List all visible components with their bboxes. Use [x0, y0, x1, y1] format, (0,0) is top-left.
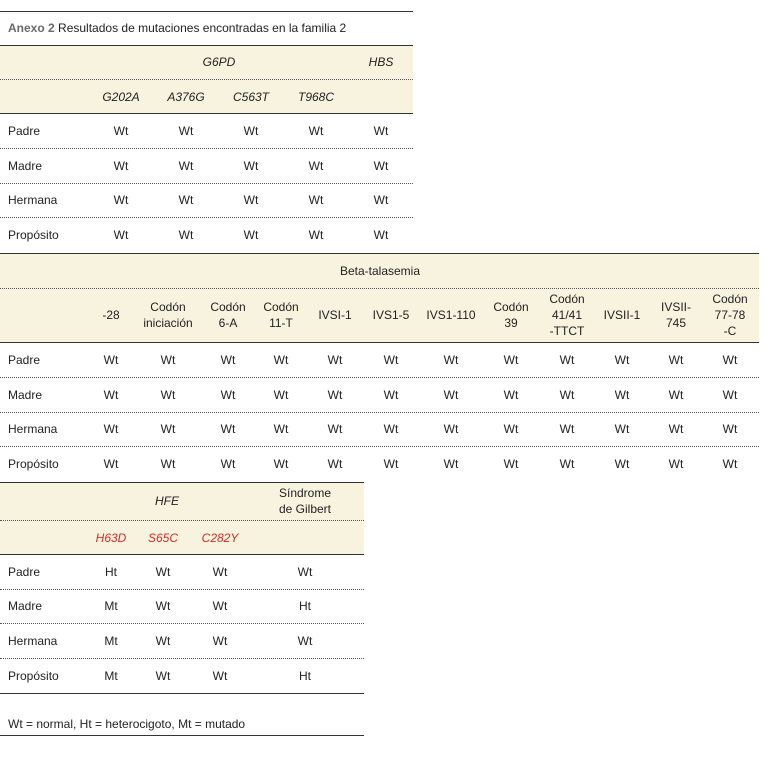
column-header-line: IVS1-110 [426, 308, 476, 322]
row-label: Padre [8, 124, 41, 138]
column-header-line: Codón [493, 300, 529, 314]
table-cell: Wt [155, 669, 171, 683]
table-cell: Wt [559, 353, 575, 367]
column-header: G202A [102, 90, 140, 104]
row-divider [0, 412, 759, 413]
table-cell: Wt [443, 353, 459, 367]
table-cell: Wt [373, 193, 389, 207]
top-rule [0, 11, 413, 12]
column-header-line: Codón [150, 300, 186, 314]
table-cell: Wt [160, 457, 176, 471]
column-header [143, 299, 192, 331]
table-cell: Mt [104, 669, 118, 683]
table-cell: Wt [220, 422, 236, 436]
table-caption [8, 20, 346, 36]
row-label: Madre [8, 159, 43, 173]
table-cell: Wt [614, 388, 630, 402]
table-cell: Wt [297, 634, 313, 648]
column-header: T968C [297, 90, 335, 104]
table-cell: Wt [243, 159, 259, 173]
table-cell: Wt [103, 422, 119, 436]
rule [0, 45, 413, 46]
table-cell: Wt [155, 599, 171, 613]
column-header [318, 307, 351, 323]
column-header-line: 39 [504, 316, 518, 330]
column-header [549, 291, 584, 339]
table-cell: Wt [103, 388, 119, 402]
rule [0, 253, 759, 254]
rule [0, 79, 413, 80]
group-header-hbs: HBS [368, 55, 394, 69]
table-cell: Wt [160, 388, 176, 402]
table-cell: Wt [243, 124, 259, 138]
table-cell: Wt [443, 388, 459, 402]
table-cell: Wt [503, 388, 519, 402]
caption-text: Resultados de mutaciones encontradas en la familia 2 [58, 21, 347, 35]
column-header-line: IVS1-5 [372, 308, 410, 322]
table-cell: Wt [308, 124, 324, 138]
table-cell: Mt [104, 634, 118, 648]
table-cell: Wt [373, 124, 389, 138]
column-header-line: IVSII- [660, 300, 692, 314]
table-cell: Wt [113, 193, 129, 207]
row-label: Madre [8, 599, 43, 613]
row-label: Hermana [8, 193, 58, 207]
table-cell: Wt [212, 565, 228, 579]
table-cell: Wt [722, 353, 738, 367]
table-cell: Ht [105, 565, 117, 579]
column-header-line: 77-78 [714, 308, 746, 322]
column-header-line: 11-T [269, 316, 293, 330]
table-cell: Wt [155, 565, 171, 579]
bottom-rule [0, 735, 364, 736]
column-header [210, 299, 245, 331]
table-cell: Wt [722, 422, 738, 436]
column-header-line: iniciación [143, 316, 193, 330]
column-header-mutation: C282Y [201, 531, 239, 545]
column-header-line: -C [723, 324, 737, 338]
group-header-gilbert [279, 485, 331, 517]
row-divider [0, 623, 364, 624]
table-cell: Ht [299, 669, 311, 683]
table-cell: Wt [243, 228, 259, 242]
table-cell: Wt [243, 193, 259, 207]
row-divider [0, 589, 364, 590]
group-header-g6pd: G6PD [202, 55, 236, 69]
table-cell: Wt [220, 388, 236, 402]
table-cell: Wt [178, 193, 194, 207]
column-header-line: 6-A [218, 316, 238, 330]
table-cell: Wt [614, 353, 630, 367]
table-cell: Wt [327, 353, 343, 367]
table-cell: Wt [178, 124, 194, 138]
table-cell: Wt [503, 353, 519, 367]
column-header-mutation: S65C [147, 531, 179, 545]
column-header-line: -TTCT [549, 324, 585, 338]
table-cell: Wt [722, 388, 738, 402]
column-header: A376G [167, 90, 205, 104]
table-cell: Wt [383, 457, 399, 471]
table-cell: Wt [383, 353, 399, 367]
row-label: Hermana [8, 634, 58, 648]
row-label: Padre [8, 565, 41, 579]
column-header-line: 41/41 [551, 308, 583, 322]
row-label: Madre [8, 388, 43, 402]
column-header-line: IVSII-1 [603, 308, 641, 322]
table-cell: Wt [503, 457, 519, 471]
rule [0, 288, 759, 289]
table-cell: Wt [559, 388, 575, 402]
table-cell: Wt [443, 422, 459, 436]
gilbert-line: Síndrome [278, 486, 332, 500]
column-header-line: Codón [549, 292, 585, 306]
table-cell: Wt [443, 457, 459, 471]
rule [0, 520, 364, 521]
row-label: Padre [8, 353, 41, 367]
table-cell: Wt [212, 669, 228, 683]
column-header: C563T [232, 90, 270, 104]
column-header [263, 299, 298, 331]
footnote: Wt = normal, Ht = heterocigoto, Mt = mutado [8, 717, 246, 731]
column-header [373, 307, 410, 323]
gilbert-line: de Gilbert [278, 502, 332, 516]
table-cell: Mt [104, 599, 118, 613]
column-header [712, 291, 747, 339]
column-header [604, 307, 641, 323]
column-header-line: 745 [665, 316, 687, 330]
rule [0, 554, 364, 555]
table-cell: Wt [155, 634, 171, 648]
table-cell: Wt [327, 457, 343, 471]
table-cell: Wt [273, 353, 289, 367]
caption-label: Anexo 2 [8, 21, 55, 35]
table-cell: Wt [178, 159, 194, 173]
row-divider [0, 217, 413, 218]
column-header [426, 307, 475, 323]
table-cell: Wt [113, 228, 129, 242]
table-cell: Wt [220, 353, 236, 367]
table-cell: Wt [113, 124, 129, 138]
row-label: Propósito [8, 669, 59, 683]
row-divider [0, 148, 413, 149]
row-divider [0, 183, 413, 184]
column-header-line: -28 [102, 308, 120, 322]
table-cell: Wt [668, 457, 684, 471]
column-header [661, 299, 691, 331]
rule [0, 342, 759, 343]
column-header-line: Codón [210, 300, 246, 314]
table-cell: Wt [614, 422, 630, 436]
column-header-line: Codón [712, 292, 748, 306]
table-cell: Wt [327, 388, 343, 402]
table-cell: Wt [383, 422, 399, 436]
table-cell: Wt [559, 457, 575, 471]
row-divider [0, 658, 364, 659]
table-cell: Wt [103, 353, 119, 367]
table-cell: Wt [113, 159, 129, 173]
table-cell: Wt [160, 422, 176, 436]
column-header [493, 299, 528, 331]
row-label: Propósito [8, 228, 59, 242]
row-label: Hermana [8, 422, 58, 436]
table-cell: Wt [297, 565, 313, 579]
table-cell: Wt [327, 422, 343, 436]
table-cell: Wt [160, 353, 176, 367]
table-cell: Wt [308, 193, 324, 207]
rule [0, 693, 364, 694]
column-header-mutation: H63D [95, 531, 127, 545]
table-cell: Wt [722, 457, 738, 471]
table-cell: Wt [383, 388, 399, 402]
table-cell: Wt [212, 634, 228, 648]
rule [0, 482, 364, 483]
table-cell: Wt [668, 353, 684, 367]
table-cell: Wt [273, 422, 289, 436]
rule [0, 113, 413, 114]
table-cell: Wt [212, 599, 228, 613]
row-label: Propósito [8, 457, 59, 471]
table-cell: Wt [614, 457, 630, 471]
group-header-beta-talasemia: Beta-talasemia [339, 264, 421, 278]
column-header-line: IVSI-1 [318, 308, 352, 322]
table-cell: Ht [299, 599, 311, 613]
table-cell: Wt [308, 228, 324, 242]
table-cell: Wt [668, 422, 684, 436]
column-header-line: Codón [263, 300, 299, 314]
group-header-hfe: HFE [155, 494, 179, 508]
table-cell: Wt [220, 457, 236, 471]
table-cell: Wt [103, 457, 119, 471]
table-cell: Wt [373, 228, 389, 242]
table-cell: Wt [178, 228, 194, 242]
row-divider [0, 446, 759, 447]
column-header [102, 307, 119, 323]
table-cell: Wt [273, 457, 289, 471]
table-cell: Wt [559, 422, 575, 436]
table-cell: Wt [273, 388, 289, 402]
table-cell: Wt [668, 388, 684, 402]
table-cell: Wt [308, 159, 324, 173]
table-cell: Wt [503, 422, 519, 436]
table-cell: Wt [373, 159, 389, 173]
row-divider [0, 377, 759, 378]
